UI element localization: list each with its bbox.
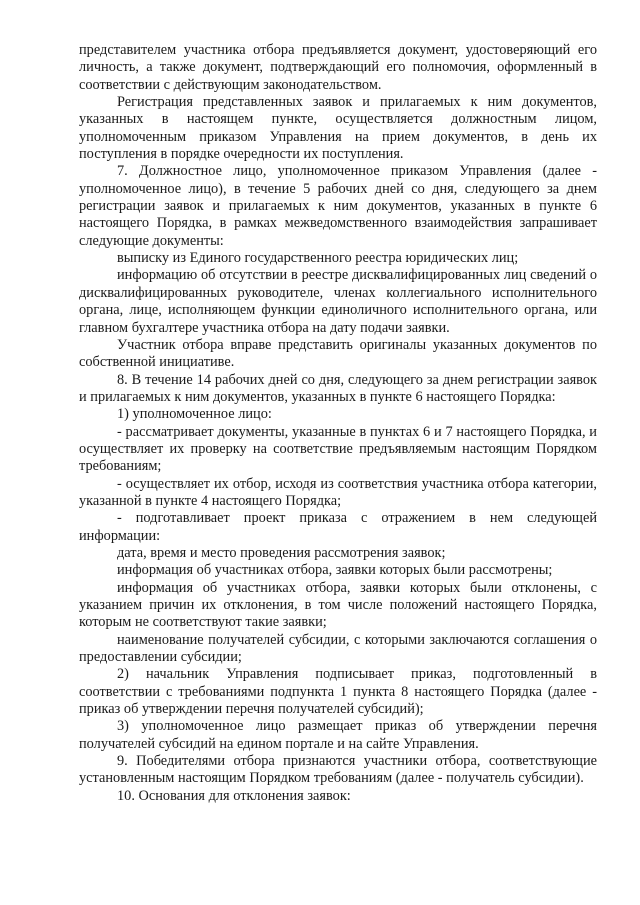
paragraph-own-initiative: Участник отбора вправе представить оригиналы указанных документов по собственной инициативе. (79, 336, 597, 371)
subitem-1-authorized-person: 1) уполномоченное лицо: (117, 406, 272, 423)
list-item-rejected-participants: информация об участниках отбора, заявки которых были отклонены, с указанием причин их отклонения, в том числе положений настоящего Порядка, которым не соответствуют такие заявки; (79, 579, 597, 631)
list-item-selection: - осуществляет их отбор, исходя из соответствия участника отбора категории, указанной в пункте 4 настоящего Порядка; (79, 475, 597, 509)
paragraph-item-8: 8. В течение 14 рабочих дней со дня, следующего за днем регистрации заявок и прилагаемых к ним документов, указанных в пункте 6 настоящего Порядка: (79, 371, 597, 405)
list-item-egrul-extract: выписку из Единого государственного реестра юридических лиц; (117, 250, 519, 267)
list-item-draft-order: - подготавливает проект приказа с отражением в нем следующей информации: (79, 510, 597, 544)
subitem-2-head-signs-order: 2) начальник Управления подписывает приказ, подготовленный в соответствии с требованиями подпункта 1 пункта 8 настоящего Порядка (далее - приказ об утверждении перечня получателей субсидий); (79, 666, 597, 718)
list-item-reviews-documents: - рассматривает документы, указанные в пунктах 6 и 7 настоящего Порядка, и осуществляет их проверку на соответствие предъявляемым настоящим Порядком требованиям; (79, 423, 597, 475)
document-body (79, 42, 597, 805)
paragraph-item-9: 9. Победителями отбора признаются участники отбора, соответствующие установленным настоящим Порядком требованиям (далее - получатель субсидии). (79, 753, 597, 787)
subitem-3-publish-order: 3) уполномоченное лицо размещает приказ об утверждении перечня получателей субсидий на едином портале и на сайте Управления. (79, 718, 597, 752)
paragraph-item-7: 7. Должностное лицо, уполномоченное приказом Управления (далее - уполномоченное лицо), в течение 5 рабочих дней со дня, следующего за днем регистрации заявок и прилагаемых к ним документов, указанных в пункте 6 настоящего Порядка, в рамках межведомственного взаимодействия запрашивает следующие документы: (79, 163, 597, 249)
list-item-date-time-place: дата, время и место проведения рассмотрения заявок; (117, 544, 446, 561)
paragraph-item-10: 10. Основания для отклонения заявок: (117, 787, 351, 804)
list-item-disqualified-registry: информацию об отсутствии в реестре дисквалифицированных лиц сведений о дисквалифицированных руководителе, членах коллегиального исполнительного органа, лице, исполняющем функции единоличного исполнительного органа, или главном бухгалтере участника отбора на дату подачи заявки. (79, 267, 597, 336)
list-item-subsidy-recipients: наименование получателей субсидии, с которыми заключаются соглашения о предоставлении субсидии; (79, 631, 597, 666)
list-item-reviewed-participants: информация об участниках отбора, заявки которых были рассмотрены; (117, 562, 553, 579)
paragraph-representative-documents: представителем участника отбора предъявляется документ, удостоверяющий его личность, а также документ, подтверждающий его полномочия, оформленный в соответствии с действующим законодательством. (79, 42, 597, 93)
paragraph-registration: Регистрация представленных заявок и прилагаемых к ним документов, указанных в настоящем пункте, осуществляется должностным лицом, уполномоченным приказом Управления на прием документов, в день их поступления в порядке очередности их поступления. (79, 94, 597, 163)
